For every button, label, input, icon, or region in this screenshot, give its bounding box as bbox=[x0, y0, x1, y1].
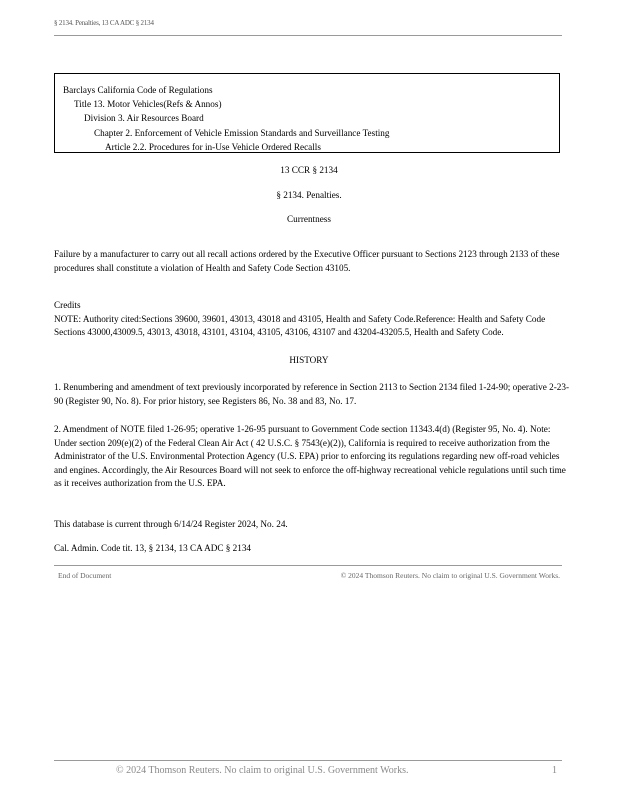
section-body bbox=[54, 248, 574, 275]
copyright-notice: © 2024 Thomson Reuters. No claim to original U.S. Government Works. bbox=[340, 571, 560, 580]
document-end-divider bbox=[54, 565, 562, 566]
body-text: Failure by a manufacturer to carry out all recall actions ordered by the Executive Officer pursuant to Sections 2123 through 2133 of these procedures shall constitute a violation of Health and Safety Code Section 43105. bbox=[54, 249, 560, 273]
end-of-document-label: End of Document bbox=[58, 571, 112, 580]
database-currency bbox=[54, 518, 574, 532]
credits-heading: Credits bbox=[54, 300, 81, 310]
page-footer-divider bbox=[54, 760, 562, 761]
hierarchy-title[interactable]: Title 13. Motor Vehicles(Refs & Annos) bbox=[74, 99, 222, 110]
page-number: 1 bbox=[552, 765, 557, 776]
hierarchy-code-name[interactable]: Barclays California Code of Regulations bbox=[63, 85, 213, 95]
citation-line bbox=[54, 542, 574, 556]
citation: 13 CCR § 2134 bbox=[280, 165, 338, 175]
code-hierarchy-box bbox=[54, 73, 560, 153]
header-divider bbox=[54, 35, 562, 36]
page-footer-copyright: © 2024 Thomson Reuters. No claim to original U.S. Government Works. bbox=[116, 765, 409, 776]
history-item-text: 1. Renumbering and amendment of text previously incorporated by reference in Section 2113 to Section 2134 filed 1-24-90; operative 2-23-90 (Register 90, No. 8). For prior history, see Registers 86, No. 38 and 83, No. 17. bbox=[54, 382, 570, 406]
credits-section bbox=[54, 299, 574, 340]
history-item-text: 2. Amendment of NOTE filed 1-26-95; operative 1-26-95 pursuant to Government Code section 11343.4(d) (Register 95, No. 4). Note: Under section 209(e)(2) of the Federal Clean Air Act ( 42 U.S.C. § 7543(e)(2)), California is required to receive authorization from the Administrator of the U.S. Environmental Protection Agency (U.S. EPA) prior to enforcing its regulations regarding new off-road vehicles and engines. Accordingly, the Air Resources Board will not seek to enforce the off-highway recreational vehicle regulations until such time as it receives authorization from the U.S. EPA. bbox=[54, 424, 566, 489]
cite-line-text: Cal. Admin. Code tit. 13, § 2134, 13 CA ADC § 2134 bbox=[54, 543, 252, 553]
history-item bbox=[54, 381, 574, 408]
currentness-link[interactable]: Currentness bbox=[287, 214, 331, 224]
hierarchy-article[interactable]: Article 2.2. Procedures for in-Use Vehicle Ordered Recalls bbox=[105, 141, 321, 152]
history-heading: HISTORY bbox=[289, 355, 329, 365]
hierarchy-chapter[interactable]: Chapter 2. Enforcement of Vehicle Emission Standards and Surveillance Testing bbox=[94, 127, 390, 138]
history-item bbox=[54, 423, 574, 491]
section-title: § 2134. Penalties. bbox=[276, 190, 342, 200]
credits-note: NOTE: Authority cited:Sections 39600, 39601, 43013, 43018 and 43105, Health and Safety Code.Reference: Health and Safety Code Sections 43000,43009.5, 43013, 43018, 43101, 43104, 43105, 43106, 43107 and 43204-43205.5, Health and Safety Code. bbox=[54, 313, 546, 338]
hierarchy-division[interactable]: Division 3. Air Resources Board bbox=[84, 113, 204, 124]
running-head: § 2134. Penalties, 13 CA ADC § 2134 bbox=[54, 19, 154, 27]
database-current-text: This database is current through 6/14/24 Register 2024, No. 24. bbox=[54, 519, 288, 529]
